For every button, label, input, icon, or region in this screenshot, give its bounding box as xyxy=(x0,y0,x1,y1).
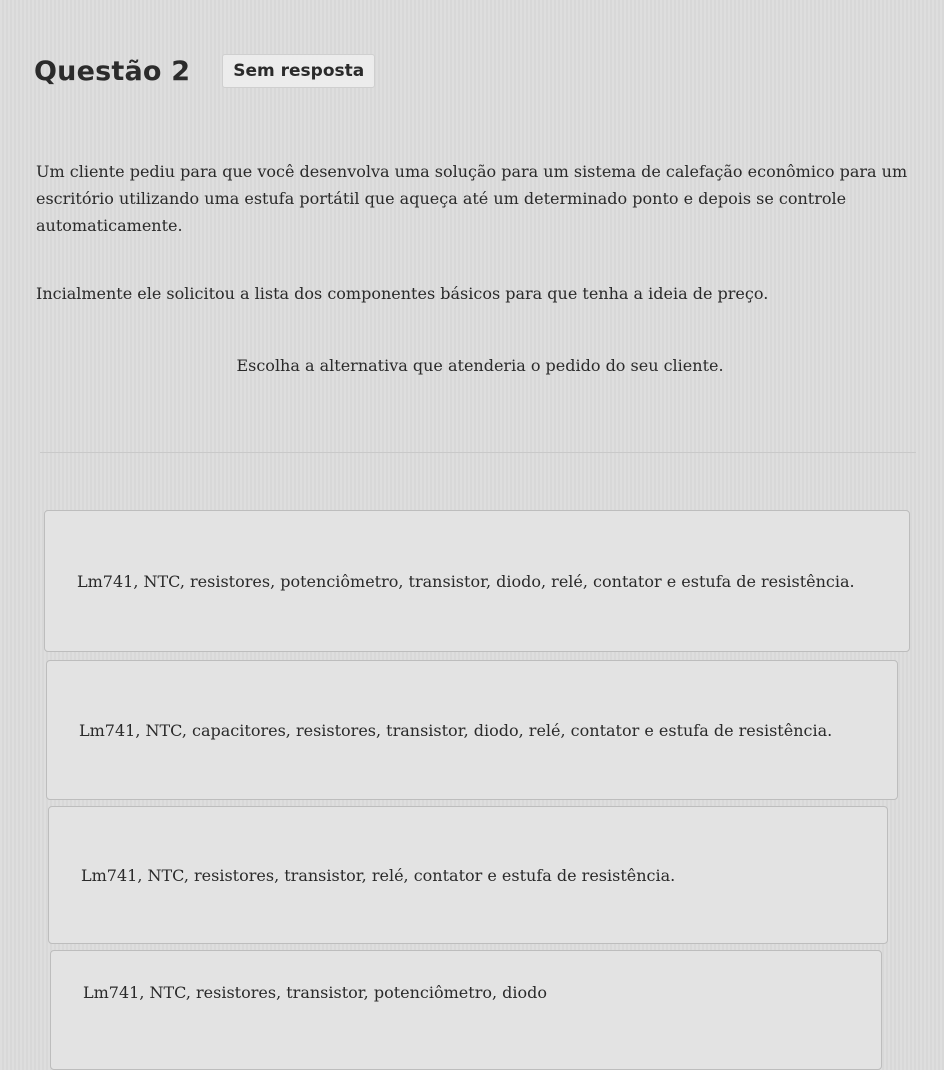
answer-option-3-label: Lm741, NTC, resistores, transistor, relé, contator e estufa de resistência. xyxy=(81,865,676,885)
answer-option-4[interactable] xyxy=(50,950,882,1070)
question-statement xyxy=(36,158,916,239)
question-header xyxy=(34,54,375,88)
question-prompt: Escolha a alternativa que atenderia o pedido do seu cliente. xyxy=(236,356,724,375)
answer-option-2[interactable] xyxy=(46,660,898,800)
question-title: Questão 2 xyxy=(34,55,191,87)
statement-paragraph-2: Incialmente ele solicitou a lista dos componentes básicos para que tenha a ideia de preço. xyxy=(36,284,769,303)
answer-option-3[interactable] xyxy=(48,806,888,944)
answer-option-4-label: Lm741, NTC, resistores, transistor, potenciômetro, diodo xyxy=(83,983,548,1002)
statement-line-3: automaticamente. xyxy=(36,216,183,235)
status-badge: Sem resposta xyxy=(222,54,375,88)
answer-option-1-label: Lm741, NTC, resistores, potenciômetro, transistor, diodo, relé, contator e estufa de resistência. xyxy=(77,571,855,591)
divider xyxy=(40,452,916,453)
answer-option-1[interactable] xyxy=(44,510,910,652)
answer-option-2-label: Lm741, NTC, capacitores, resistores, transistor, diodo, relé, contator e estufa de resistência. xyxy=(79,720,833,740)
statement-line-2: escritório utilizando uma estufa portátil que aqueça até um determinado ponto e depois se controle xyxy=(36,189,847,208)
statement-line-1: Um cliente pediu para que você desenvolva uma solução para um sistema de calefação econômico para um xyxy=(36,162,908,181)
